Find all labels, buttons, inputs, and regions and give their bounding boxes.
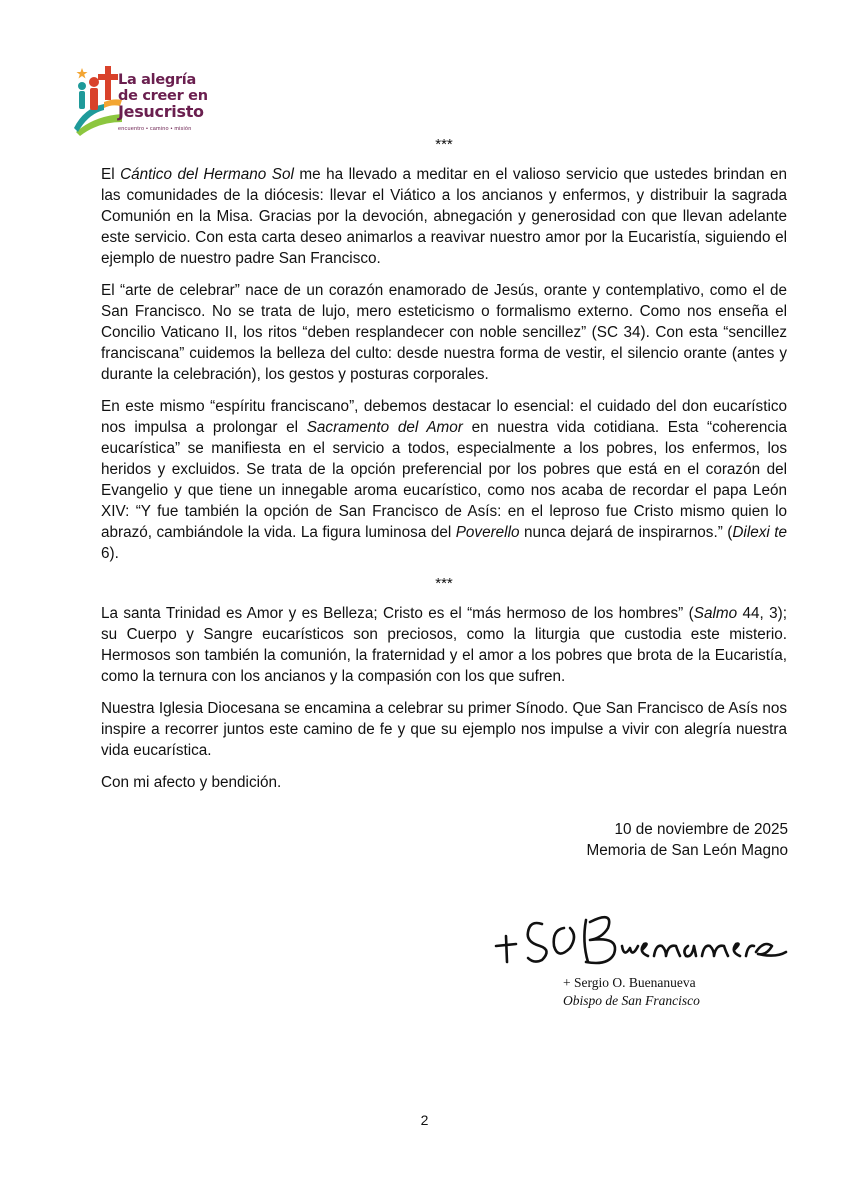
signatory-title: Obispo de San Francisco <box>563 993 700 1008</box>
logo-tagline: encuentro • camino • misión <box>118 126 192 132</box>
logo-line-1: La alegría <box>118 72 196 88</box>
italic-text: Dilexi te <box>732 524 788 541</box>
text-run: me ha llevado a meditar en el valioso servicio que ustedes brindan en las comunidades de la diócesis: llevar el Viático a los ancianos y enfermos, y distribuir la sagrada Comunión en la Misa. Gracias por la devoción, abnegación y generosidad con que llevan adelante este servicio. Con esta carta deseo animarlos a reavivar nuestro amor por la Eucaristía, siguiendo el ejemplo de nuestro padre San Francisco. <box>101 166 787 267</box>
text-run: En este mismo “espíritu franciscano”, debemos destacar lo esencial: el cuidado del don eucarístico nos impulsa a prolongar el <box>101 398 787 436</box>
text-run: nunca dejará de inspirarnos.” ( <box>519 524 733 541</box>
logo-line-3: Jesucristo <box>118 102 204 121</box>
section-separator: *** <box>435 136 453 153</box>
text-run: 6). <box>101 545 119 562</box>
italic-text: Sacramento del Amor <box>306 419 463 436</box>
diocese-logo <box>74 58 234 136</box>
closing-line: Con mi afecto y bendición. <box>101 774 282 791</box>
paragraph-5 <box>101 698 787 761</box>
paragraph-4 <box>101 603 787 687</box>
signatory <box>563 974 700 1010</box>
text-run: Nuestra Iglesia Diocesana se encamina a celebrar su primer Sínodo. Que San Francisco de Asís nos inspire a recorrer juntos este camino de fe y que su ejemplo nos impulse a vivir con alegría nuestra vida eucarística. <box>101 700 787 759</box>
paragraph-1 <box>101 164 787 269</box>
paragraph-2 <box>101 280 787 385</box>
logo-wordmark <box>118 72 208 137</box>
logo-line-2: de creer en <box>118 88 208 104</box>
section-separator: *** <box>435 575 453 592</box>
text-run: en nuestra vida cotidiana. Esta “coherencia eucarística” se manifiesta en el servicio a todos, especialmente a los pobres, los enfermos, los heridos y excluidos. Se trata de la opción preferencial por los pobres que está en el corazón del Evangelio y que tiene un innegable aroma eucarístico, como nos acaba de recordar el papa León XIV: “Y fue también la opción de San Francisco de Asís: en el leproso fue Cristo mismo quien lo abrazó, cambiándole la vida. La figura luminosa del <box>101 419 787 541</box>
family-cross-logo-icon <box>74 58 124 136</box>
italic-text: Cántico del Hermano Sol <box>120 166 294 183</box>
text-run: El <box>101 166 121 183</box>
italic-text: Salmo <box>693 605 738 622</box>
text-run: El “arte de celebrar” nace de un corazón enamorado de Jesús, orante y contemplativo, como el de San Francisco. No se trata de lujo, mero esteticismo o formalismo externo. Como nos enseña el Concilio Vaticano II, los ritos “deben resplandecer con noble sencillez” (SC 34). Con esta “sencillez franciscana” cuidemos la belleza del culto: desde nuestra forma de vestir, el silencio orante (antes y durante la celebración), los gestos y posturas corporales. <box>101 282 787 383</box>
paragraph-3 <box>101 396 787 564</box>
text-run: La santa Trinidad es Amor y es Belleza; Cristo es el “más hermoso de los hombres” ( <box>101 605 694 622</box>
page-number: 2 <box>420 1112 429 1128</box>
date-block <box>586 819 788 861</box>
text-run: 44, 3); su Cuerpo y Sangre eucarísticos son preciosos, como la liturgia que custodia este misterio. Hermosos son también la comunión, la fraternidad y el amor a los pobres que brota de la Eucaristía, como la ternura con los ancianos y la compasión con los que sufren. <box>101 605 787 685</box>
letter-date: 10 de noviembre de 2025 <box>614 821 788 838</box>
letter-body <box>101 136 787 804</box>
signatory-name: + Sergio O. Buenanueva <box>563 975 696 990</box>
italic-text: Poverello <box>455 524 520 541</box>
handwritten-signature <box>490 902 790 972</box>
feast-day: Memoria de San León Magno <box>586 842 788 859</box>
